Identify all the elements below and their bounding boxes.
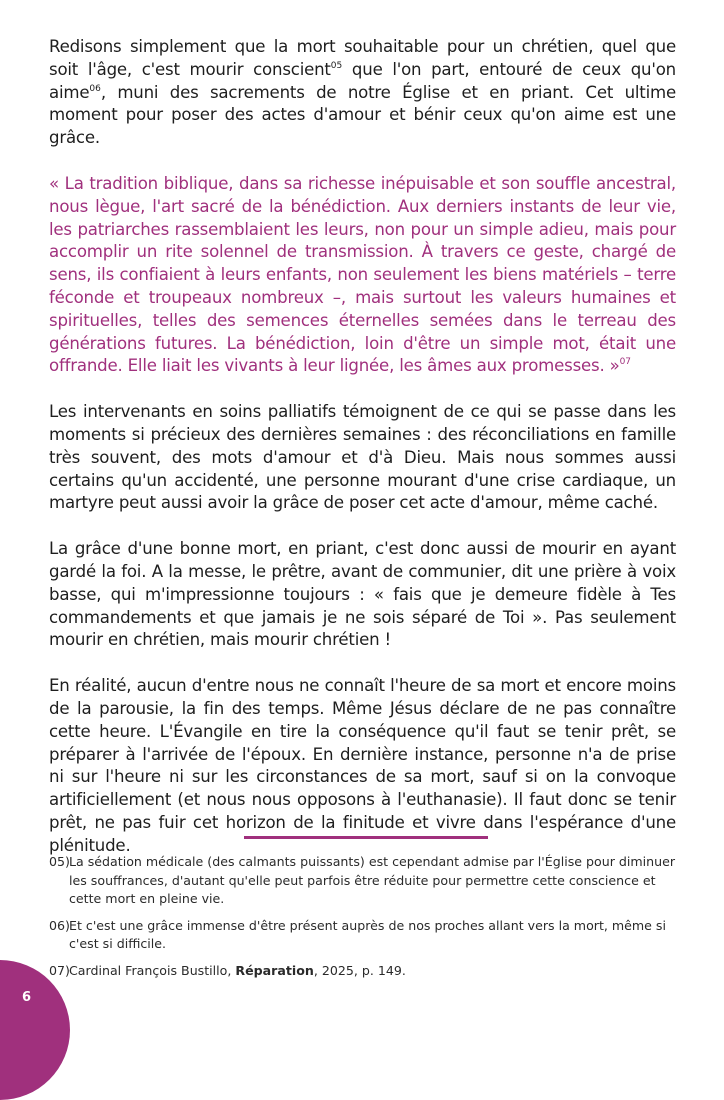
paragraph-1-text-b: que l'on part, entouré de ceux qu'on aime bbox=[49, 59, 676, 102]
main-text bbox=[49, 36, 676, 881]
footnote-number: 07) bbox=[49, 962, 70, 978]
footnotes bbox=[49, 853, 676, 988]
footnote-text: Et c'est une grâce immense d'être présent auprès de nos proches allant vers la mort, même si c'est si difficile. bbox=[69, 917, 666, 951]
footnote-ref-06[interactable]: 06 bbox=[89, 83, 101, 94]
footnote-06 bbox=[49, 917, 676, 954]
footnote-divider bbox=[244, 836, 488, 839]
paragraph-3: Les intervenants en soins palliatifs témoignent de ce qui se passe dans les moments si précieux des dernières semaines : des réconciliations en famille très souvent, des mots d'amour et d'à Dieu. Mais nous sommes aussi certains qu'un accidenté, une personne mourant d'une crise cardiaque, un martyre peut aussi avoir la grâce de poser cet acte d'amour, même caché. bbox=[49, 402, 676, 513]
footnote-ref-05[interactable]: 05 bbox=[330, 60, 343, 71]
paragraph-1-text-c: , muni des sacrements de notre Église et en priant. Cet ultime moment pour poser des actes d'amour et bénir ceux qu'on aime est une grâce. bbox=[49, 82, 676, 148]
quote-text: « La tradition biblique, dans sa richesse inépuisable et son souffle ancestral, nous lègue, l'art sacré de la bénédiction. Aux derniers instants de leur vie, les patriarches rassemblaient les leurs, non pour un simple adieu, mais pour accomplir un rite solennel de transmission. À travers ce geste, chargé de sens, ils confiaient à leurs enfants, non seulement les biens matériels – terre féconde et troupeaux nombreux –, mais surtout les valeurs humaines et spirituelles, telles des semences éternelles semées dans le terreau des générations futures. La bénédiction, loin d'être un simple mot, était une offrande. Elle liait les vivants à leur lignée, les âmes aux promesses. » bbox=[49, 173, 676, 376]
footnote-citation-rest: , 2025, p. 149. bbox=[313, 962, 406, 978]
footnote-07 bbox=[49, 962, 676, 981]
paragraph-1-text-a: Redisons simplement que la mort souhaitable pour un chrétien, quel que soit l'âge, c'est mourir conscient bbox=[49, 37, 676, 79]
paragraph-4: La grâce d'une bonne mort, en priant, c'est donc aussi de mourir en ayant gardé la foi. A la messe, le prêtre, avant de communier, dit une prière à voix basse, qui m'impressionne toujours : « fais que je demeure fidèle à Tes commandements et que jamais je ne sois séparé de Toi ». Pas seulement mourir en chrétien, mais mourir chrétien ! bbox=[49, 539, 676, 650]
quote-paragraph bbox=[49, 173, 676, 378]
paragraph-1 bbox=[49, 36, 676, 150]
footnote-author: Cardinal François Bustillo, bbox=[69, 962, 236, 978]
footnote-text: La sédation médicale (des calmants puissants) est cependant admise par l'Église pour diminuer les souffrances, d'autant qu'elle peut parfois être réduite pour permettre cette conscience et cette mort en pleine vie. bbox=[69, 854, 676, 906]
footnote-05 bbox=[49, 853, 676, 909]
footnote-ref-07[interactable]: 07 bbox=[619, 357, 632, 368]
footnote-book-title: Réparation bbox=[235, 962, 314, 978]
paragraph-5: En réalité, aucun d'entre nous ne connaît l'heure de sa mort et encore moins de la parousie, la fin des temps. Même Jésus déclare de ne pas connaître cette heure. L'Évangile en tire la conséquence qu'il faut se tenir prêt, se préparer à l'arrivée de l'époux. En dernière instance, personne n'a de prise ni sur l'heure ni sur les circonstances de sa mort, sauf si on la convoque artificiellement (et nous nous opposons à l'euthanasie). Il faut donc se tenir prêt, ne pas fuir cet horizon de la finitude et vivre dans l'espérance d'une plénitude. bbox=[49, 676, 676, 855]
footnote-number: 06) bbox=[49, 917, 70, 933]
page-number: 6 bbox=[22, 990, 32, 1005]
footnote-number: 05) bbox=[49, 854, 70, 869]
